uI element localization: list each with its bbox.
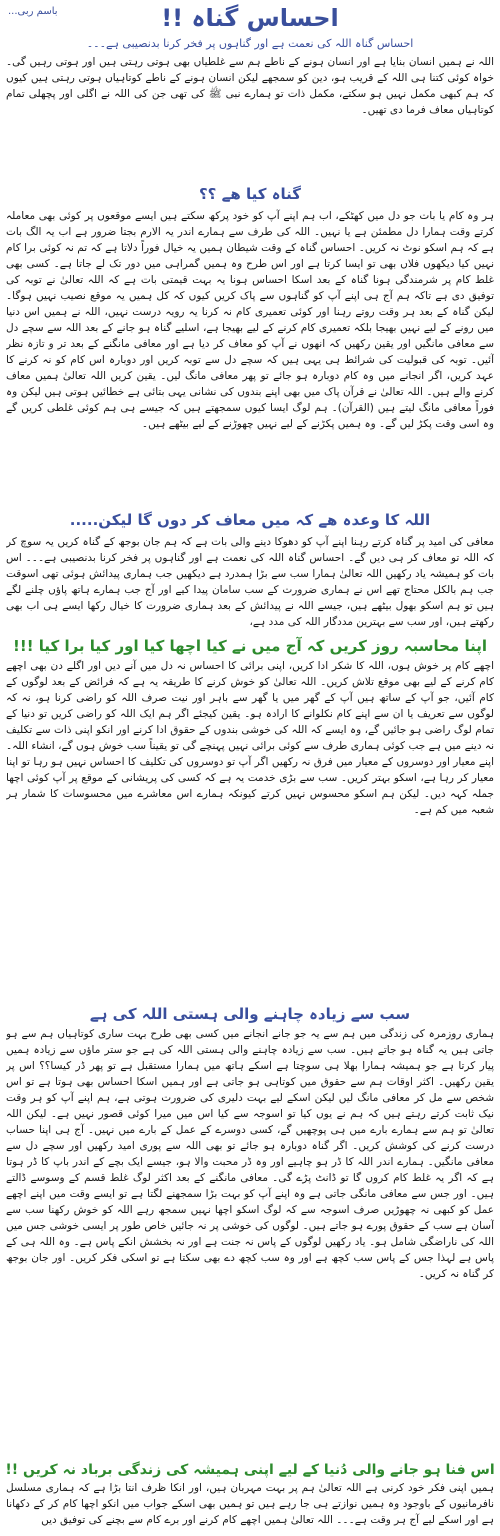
byline: باسم ربی... xyxy=(8,6,58,17)
article-subtitle: احساس گناہ اللہ کی نعمت ہے اور گناہوں پر فخر کرنا بدنصیبی ہے۔۔۔ xyxy=(86,37,414,50)
section-body-what-is-sin: ہر وہ کام یا بات جو دل میں کھٹکے، اب ہم اپنے آپ کو خود پرکھ سکتے ہیں ایسے موقعوں پر کوئی بھی معاملہ کرتے وقت ہمارا دل مطمئن ہے یا نہیں۔ اللہ کی طرف سے ہمارے اندر یہ الارم بجتا ضرور ہے اب یہ الگ بات ہے کہ ہم اسکو نوٹ نہ کریں۔ احساس گناہ کے وقت شیطان ہمیں یہ خیال فوراً دلاتا ہے کہ تم نہ کوئی برا کام نہیں کیا دیکھوں فلاں بھی تو ایسا کرتا ہے اور اس طرح وہ ہمیں گمراہی میں دور تک لے جاتا ہے۔ کسی بھی غلط کام پر شرمندگی ہونا گناہ کے بعد اسکا احساس ہونا یہ بہت قیمتی بات ہے کہ اللہ تعالیٰ نے توبہ کی توفیق دی ہے تاکہ ہم آج ہی اپنے آپ کو گناہوں سے پاک کریں کیوں کہ کل ہمیں یہ موقع نصیب نہیں ہوگا۔ لیکن گناہ کے بعد ہر وقت روتے رہنا اور کوئی تعمیری کام نہ کرنا یہ رویہ درست نہیں، اللہ نے ہمیں اس دنیا میں رونے کے لیے نہیں بھیجا بلکہ تعمیری کام کرنے کے لیے بھیجا ہے، اسلیے گناہ ہو جانے کے بعد اللہ سے سچے دل سے معافی مانگیں اور یقین رکھیں کہ انھوں نے آپ کو معاف کر دیا ہے اور معافی مانگنے کے بعد تر و تازہ نظر آئیں۔ توبہ کی قبولیت کی شرائط ہی یہی ہیں کہ سچے دل سے توبہ کریں اور دوبارہ اس کام کو نہ کرنے کا عہد کریں، اگر انجانے میں وہ کام دوبارہ ہو جائے تو پھر معافی مانگ لیں۔ یقین کریں اللہ تعالیٰ ہمیں معاف کرنے والے ہیں۔ اللہ تعالیٰ نے قرآن پاک میں بھی اپنے بندوں کی نشانی یہی بتائی ہے خطائیں ہوتی ہیں لیکن وہ فوراً معافی مانگ لیتے ہیں (القرآن)۔ ہم لوگ ایسا کیوں سمجھتے ہیں کہ جیسے ہی ہم کوئی غلطی کریں گے وہ اسی وقت پکڑ لیں گے۔ وہ ہمیں پکڑنے کے لیے نہیں چھوڑنے کے لیے بیٹھے ہیں۔ xyxy=(6,210,494,430)
section-body-self-accountability: اچھے کام پر خوش ہوں، اللہ کا شکر ادا کریں، اپنی برائی کا احساس نہ دل میں آنے دیں اور اگلے دن بھی اچھے کام کرنے کے لیے بھی موقع تلاش کریں۔ اللہ تعالیٰ کو خوش کرنے کا طریقہ یہ ہے کہ فرائض کے بعد لوگوں کے کام آئیں، جو آپ کے ساتھ ہیں آپ کے گھر میں یا گھر سے باہر اور نیت صرف اللہ کو راضی کرنا ہو، نہ کہ لوگوں سے تعریف یا ان سے اپنے کام نکلوانے کا ارادہ ہو۔ یقین کیجئے اگر ہم ایک اللہ کو راضی کریں تو دنیا کے تمام لوگ راضی ہو جائیں گے، وہ ایسے کہ اللہ کی خوشی بندوں کے حقوق ادا کرنے اور انکو اپنی ذات سے تکلیف نہ دینے میں ہے جب کوئی ہماری طرف سے کوئی برائی نہیں پہنچے گی تو یقیناً سب خوش ہوں گے، انشاء اللہ۔ اپنے معیار اور دوسروں کے معیار میں فرق نہ رکھیں اگر آپ تو دوسروں کی تکلیف کا احساس نہیں ہو رہا تو اپنا معیار کر رہا ہے، اسکو بہتر کریں۔ سب سے بڑی خدمت یہ ہے کہ کسی کی پریشانی کے موقع پر آپ کوئی اچھا جملہ کہہ دیں۔ لیکن ہم اسکو محسوس نہیں کرتے کیونکہ ہمارے اس معاشرے میں محسوسات کا شمار ہر شعبہ میں کم ہے۔ xyxy=(6,660,494,816)
section-body-eternal-life: ہمیں اپنی فکر خود کرنی ہے اللہ تعالیٰ ہم پر بہت مہربان ہیں، اور انکا ظرف انتا بڑا ہے کہ ہماری مسلسل نافرمانیوں کے باوجود وہ ہمیں نوازتے ہی جا رہے ہیں تو ہمیں بھی اسکے جواب میں انکو اچھا کام کر کے دکھانا ہے اور اسکے لیے آج ہر وقت ہے۔۔۔ اللہ تعالیٰ ہمیں اچھے کام کرنے اور برے کام سے بچنے کی توفیق دیں xyxy=(6,1482,494,1526)
article-title: احساس گناہ !! xyxy=(161,4,339,32)
section-heading-what-is-sin: گناہ کیا ھے ؟؟ xyxy=(198,185,301,203)
section-heading-most-loving: سب سے زیادہ چاہنے والی ہستی اللہ کی ہے xyxy=(89,1005,411,1023)
section-heading-self-accountability: اپنا محاسبہ روز کریں کہ آج میں نے کیا اچھا کیا اور کیا برا کیا !!! xyxy=(13,637,487,655)
section-heading-eternal-life: اس فنا ہو جانے والی دُنیا کے لیے اپنی ہمیشہ کی زندگی برباد نہ کریں !! xyxy=(5,1462,495,1478)
intro-paragraph: اللہ نے ہمیں انسان بنایا ہے اور انسان ہونے کے ناطے ہم سے غلطیاں بھی ہوتی رہتی ہیں اور ہوتی رہیں گی۔ خواہ کوئی کتنا ہی اللہ کے قریب ہو، دین کو سمجھے لیکن انسان ہونے کے ناطے کوتاہیاں ہوتی رہتی ہیں کیوں کہ ہم کبھی مکمل نہیں ہو سکتے، مکمل ذات تو ہمارے نبی ﷺ کی تھی جن کی اللہ نے اگلی اور پچھلی تمام کوتاہیاں معاف فرما دی تھیں۔ xyxy=(6,56,494,116)
section-heading-promise: اللہ کا وعدہ ھے کہ میں معاف کر دوں گا لیکن..... xyxy=(69,511,431,529)
section-body-most-loving: ہماری روزمرہ کی زندگی میں ہم سے یہ جو جانے انجانے میں کسی بھی طرح بہت ساری کوتاہیاں ہم سے ہو جاتی ہیں یہ گناہ ہو جاتے ہیں۔ سب سے زیادہ چاہنے والی ہستی اللہ کی ہے جو ستر ماؤں سے زیادہ ہمیں پیار کرتا ہے جو ہمیشہ ہمارا بھلا ہی سوچتا ہے اسکے ہاتھ میں ہمارا مستقبل ہے تو پھر ڈر کیسا؟؟ اس پر یقین رکھیں۔ اکثر اوقات ہم سے حقوق میں کوتاہی ہو جاتی ہے اور ہمیں اسکا احساس بھی ہوتا ہے تو اس شخص سے مل کر معافی مانگ لیں لیکن اسکے لیے بہت دلیری کی ضرورت ہوتی ہے، ہم اپنے آپ کو ہر وقت نیک ثابت کرتے رہتے ہیں کہ ہم نے یوں کیا تو اسوجہ سے کیا اس میں میرا کوئی قصور نہیں ہے۔ لیکن اللہ تعالیٰ تو ہم سے ہمارے بارے میں ہی پوچھیں گے، کسی دوسرے کے عمل کے بارے میں نہیں۔ آج ہی اپنا حساب درست کرنے کی کوشش کریں۔ اگر گناہ دوبارہ ہو جائے تو بھی اللہ سے پوری امید رکھیں اور سچے دل سے معافی مانگیں۔ ہمارے اندر اللہ کا ڈر ہو چاہیے اور وہ ڈر محبت والا ہو، جیسے ایک بچے کے اندر باپ کا ڈر ہوتا ہے کہ اگر یہ غلط کام کروں گا تو ڈانٹ پڑے گی۔ معافی مانگنے کے بعد اکثر لوگ غلط قسم کے وسوسے ڈالتے ہیں۔ اور جس سے معافی مانگی جاتی ہے وہ اپنے آپ کو بہت بڑا سمجھنے لگتا ہے تو ایسے وقت میں اپنے اچھے عمل کو کبھی نہ چھوڑیں صرف اسوجہ سے کہ لوگ اسکو اچھا نہیں سمجھ رہے اللہ کو خوش رکھنا سب سے آسان ہے سب کے حقوق پورے ہو جاتے ہیں۔ لوگوں کی خوشی پر نہ جائیں خاص طور پر ایسی خوشی جس میں اللہ کی ناراضگی شامل ہو۔ یاد رکھیں لوگوں کے پاس نہ جنت ہے اور نہ بخشش انکے پاس ہے۔ وہ اللہ ہی کے پاس ہے لہذا جس کے پاس سب کچھ ہے اور وہ سب کچھ دے بھی سکتا ہے تو اسکی فکر کریں۔ اور جان بوجھ کر گناہ نہ کریں۔ xyxy=(6,1028,494,1280)
section-body-promise: معافی کی امید پر گناہ کرتے رہنا اپنے آپ کو دھوکا دینے والی بات ہے کہ ہم جان بوجھ کے گناہ کریں یہ سوچ کر کہ اللہ تو معاف کر ہی دیں گے۔ احساس گناہ اللہ کی نعمت ہے اور گناہوں پر فخر کرنا بدنصیبی ہے۔۔۔ اس بات کو ہمیشہ یاد رکھیں اللہ تعالیٰ ہمارا سب سے بڑا ہمدرد ہے دیکھیں جب ہماری پیدائش ہوئی تھی اسوقت جب ہم بالکل محتاج تھے اس نے ہماری ضرورت کے سب سامان پیدا کیے اور آج جب ہمارے ہاتھ پاؤں چلنے لگے ہیں تو ہم اسکو بھول بیٹھے ہیں، جیسے اللہ نے پیدائش کے بعد ہماری ضرورت کا خیال رکھا ایسے ہی اب بھی رکھتے ہیں، اور سب سے بہترین مددگار اللہ کی مدد ہے، xyxy=(6,536,494,628)
